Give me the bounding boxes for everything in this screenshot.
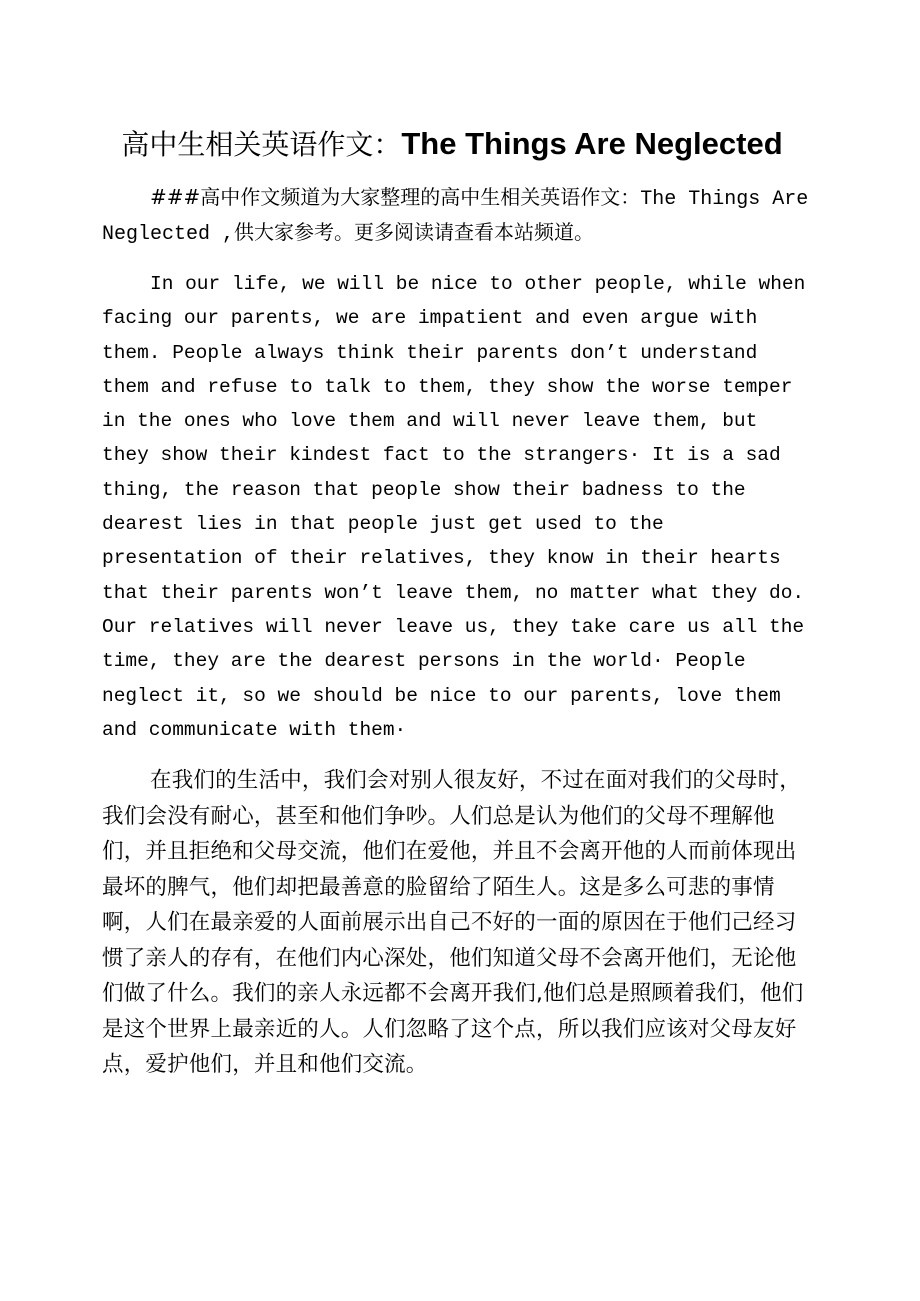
document-page [102,122,814,1083]
intro-suffix: 供大家参考。更多阅读请查看本站频道。 [234,220,595,244]
intro-paragraph [102,181,814,251]
intro-prefix: ###高中作文频道为大家整理的高中生相关英语作文： [150,185,641,209]
title-english: The Things Are Neglected [401,126,783,161]
document-title [90,122,814,167]
english-essay-paragraph: In our life, we will be nice to other people, while when facing our parents, we are impatient and even argue with them. People always think their parents don’t understand them and refuse to talk to them, they show the worse temper in the ones who love them and will never leave them, but they show their kindest fact to the strangers· It is a sad thing, the reason that people show their badness to the dearest lies in that people just get used to the presentation of their relatives, they know in their hearts that their parents won’t leave them, no matter what they do. Our relatives will never leave us, they take care us all the time, they are the dearest persons in the world· People neglect it, so we should be nice to our parents, love them and communicate with them· [102,273,806,741]
title-chinese: 高中生相关英语作文： [121,128,402,161]
intro-english-title: The Things Are Neglected , [102,188,809,246]
chinese-translation-paragraph: 在我们的生活中，我们会对别人很友好，不过在面对我们的父母时，我们会没有耐心，甚至和他们争吵。人们总是认为他们的父母不理解他们，并且拒绝和父母交流，他们在爱他，并且不会离开他的人而前体现出最坏的脾气，他们却把最善意的脸留给了陌生人。这是多么可悲的事情啊，人们在最亲爱的人面前展示出自己不好的一面的原因在于他们己经习惯了亲人的存有，在他们内心深处，他们知道父母不会离开他们，无论他们做了什么。我们的亲人永远都不会离开我们,他们总是照顾着我们，他们是这个世界上最亲近的人。人们忽略了这个点，所以我们应该对父母友好点，爱护他们，并且和他们交流。 [102,768,804,1078]
